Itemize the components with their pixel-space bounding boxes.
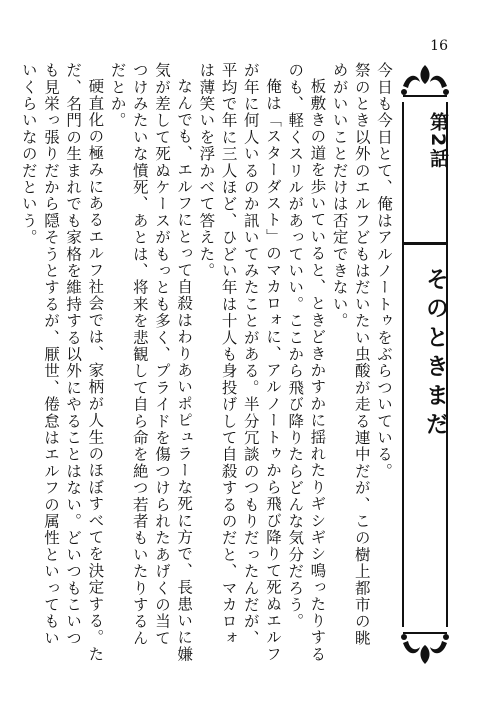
ornament-icon [398,62,452,98]
ornament-icon [398,631,452,667]
paragraph: 祭のとき以外のエルフどもはだいたい虫酸が走る連中だが、この樹上都市の眺めがいいことだけは否定できない。 [330,62,371,647]
paragraph: 硬直化の極みにあるエルフ社会では、家柄が人生のほぼすべてを決定する。ただ、名門の生まれでも家格を維持する以外にやることはない。どいつもこいつも見栄っ張りだから隠そうとするが、厭世、倦怠はエルフの属性といってもいいくらいなのだという。 [19,62,105,662]
paragraph: 今日も今日とて、俺はアルノートゥをぶらついている。 [375,62,393,480]
paragraph: 板敷きの道を歩いていると、ときどきかすかに揺れたりギシギシ鳴ったりするのも、軽くスリルがあっていい。ここから飛び降りたらどんな気分だろう。 [286,62,327,662]
body-text [18,62,395,662]
paragraph: 俺は「スターダスト」のマカロォに、アルノートゥから飛び降りて死ぬエルフが年に何人いるのか訊いてみたことがある。半分冗談のつもりだったんだが、平均で年に三人ほど、ひどい年は十人も身投げして自殺するのだと、マカロォは薄笑いを浮かべて答えた。 [197,62,282,662]
chapter-number: 第2話 [427,112,449,170]
page-number: 16 [430,38,448,54]
chapter-header [398,62,452,667]
title-divider [404,242,446,245]
paragraph: なんでも、エルフにとって自殺はわりあいポピュラーな死に方で、長患いに嫌気が差して死ぬケースがもっとも多く、プライドを傷つけられたあげくの当てつけみたいな憤死、あとは、将来を悲観して自ら命を絶つ若者もいたりするんだとか。 [108,62,194,662]
chapter-title: そのときまだ [422,267,448,441]
